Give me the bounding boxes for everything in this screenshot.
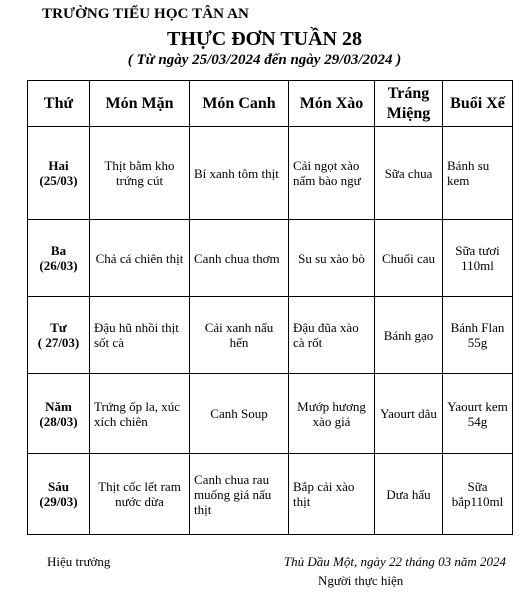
day-date: (25/03) bbox=[39, 173, 78, 188]
soup-cell: Cải xanh nấu hến bbox=[190, 297, 289, 374]
table-row bbox=[28, 374, 513, 454]
table-header-row bbox=[28, 81, 513, 127]
table-row bbox=[28, 220, 513, 297]
soup-cell: Bí xanh tôm thịt bbox=[190, 127, 289, 220]
table-row bbox=[28, 297, 513, 374]
stir-fry-cell: Cải ngọt xào nấm bào ngư bbox=[289, 127, 375, 220]
stir-fry-cell: Bắp cải xào thịt bbox=[289, 454, 375, 535]
stir-fry-cell: Mướp hương xào giá bbox=[289, 374, 375, 454]
preparer-label: Người thực hiện bbox=[318, 573, 404, 588]
dessert-cell: Yaourt dâu bbox=[375, 374, 443, 454]
stir-fry-cell: Su su xào bò bbox=[289, 220, 375, 297]
principal-label: Hiệu trưởng bbox=[47, 554, 111, 569]
day-date: ( 27/03) bbox=[37, 335, 80, 350]
dessert-cell: Bánh gạo bbox=[375, 297, 443, 374]
day-date: (28/03) bbox=[39, 413, 78, 429]
main-dish-cell: Đậu hũ nhồi thịt sốt cà bbox=[90, 297, 190, 374]
day-date: (29/03) bbox=[39, 494, 78, 509]
snack-cell: Bánh Flan 55g bbox=[443, 297, 513, 374]
snack-cell: Sữa tươi 110ml bbox=[443, 220, 513, 297]
header-soup: Món Canh bbox=[190, 81, 289, 127]
day-date: (26/03) bbox=[39, 258, 78, 273]
header-stir-fry: Món Xào bbox=[289, 81, 375, 127]
day-cell bbox=[28, 374, 90, 454]
header-main-dish: Món Mặn bbox=[90, 81, 190, 127]
main-dish-cell: Chả cá chiên thịt bbox=[90, 220, 190, 297]
dessert-cell: Chuối cau bbox=[375, 220, 443, 297]
day-cell bbox=[28, 220, 90, 297]
dessert-cell: Sữa chua bbox=[375, 127, 443, 220]
day-cell bbox=[28, 454, 90, 535]
day-cell bbox=[28, 127, 90, 220]
main-dish-cell: Thịt bằm kho trứng cút bbox=[90, 127, 190, 220]
header-afternoon-snack: Buổi Xế bbox=[443, 81, 513, 127]
main-dish-cell: Thịt cốc lết ram nước dừa bbox=[90, 454, 190, 535]
header-dessert: Tráng Miệng bbox=[375, 81, 443, 127]
day-name: Năm bbox=[45, 398, 72, 414]
date-range: ( Từ ngày 25/03/2024 đến ngày 29/03/2024 ) bbox=[127, 52, 402, 68]
day-name: Ba bbox=[50, 243, 67, 258]
day-name: Sáu bbox=[48, 479, 69, 494]
day-cell bbox=[28, 297, 90, 374]
soup-cell: Canh chua rau muống giá nấu thịt bbox=[190, 454, 289, 535]
soup-cell: Canh chua thơm bbox=[190, 220, 289, 297]
day-name: Hai bbox=[48, 158, 69, 173]
dessert-cell: Dưa hấu bbox=[375, 454, 443, 535]
stir-fry-cell: Đậu đũa xào cà rốt bbox=[289, 297, 375, 374]
menu-table bbox=[27, 80, 513, 535]
main-dish-cell: Trứng ốp la, xúc xích chiên bbox=[90, 374, 190, 454]
place-date-line: Thủ Dầu Một, ngày 22 tháng 03 năm 2024 bbox=[283, 554, 506, 569]
header-day: Thứ bbox=[28, 81, 90, 127]
menu-title: THỰC ĐƠN TUẦN 28 bbox=[166, 28, 362, 50]
table-row bbox=[28, 454, 513, 535]
day-name: Tư bbox=[50, 320, 67, 335]
school-name: TRƯỜNG TIỂU HỌC TÂN AN bbox=[42, 6, 249, 22]
soup-cell: Canh Soup bbox=[190, 374, 289, 454]
table-row bbox=[28, 127, 513, 220]
snack-cell: Bánh su kem bbox=[443, 127, 513, 220]
snack-cell: Sữa bắp110ml bbox=[443, 454, 513, 535]
snack-cell: Yaourt kem 54g bbox=[443, 374, 513, 454]
